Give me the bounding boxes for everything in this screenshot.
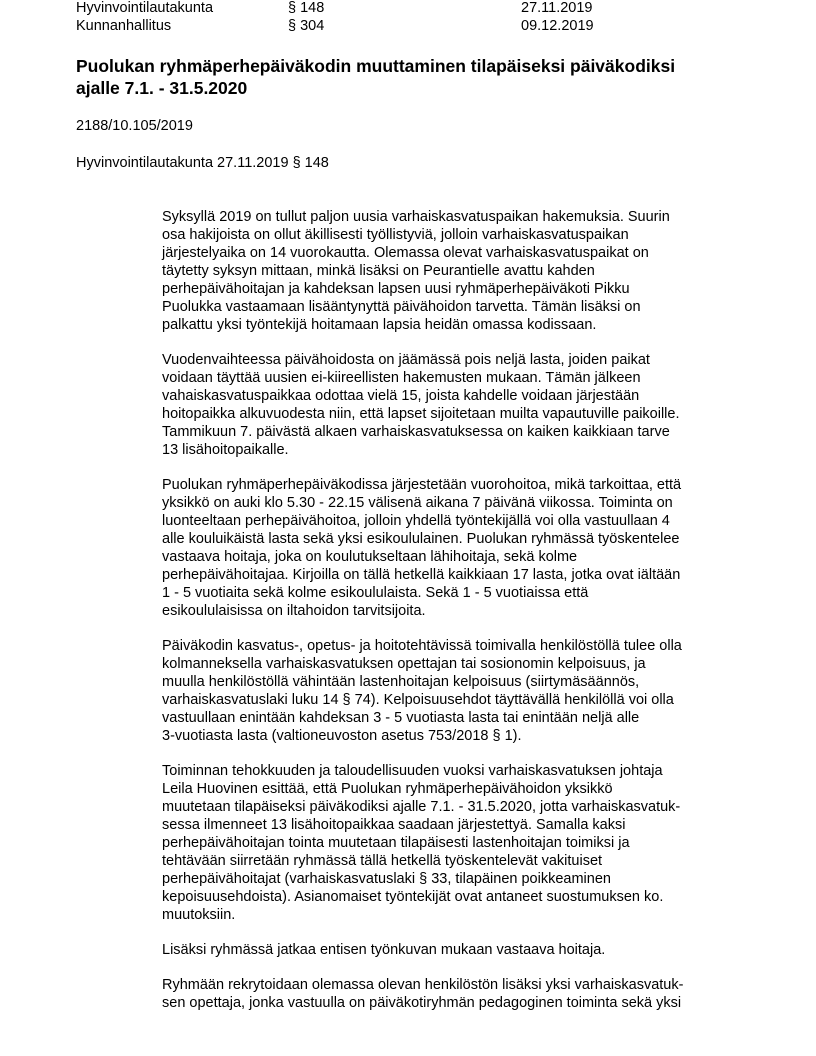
paragraph-line: yksikkö on auki klo 5.30 - 22.15 välisenä aikana 7 päivänä viikossa. Toiminta on [162,495,673,511]
header-date: 09.12.2019 [521,18,594,34]
header-body-name: Kunnanhallitus [76,18,172,34]
body-paragraph [162,941,752,959]
paragraph-line: perhepäivähoitajaa. Kirjoilla on tällä hetkellä kaikkiaan 17 lasta, jotka ovat iältään [162,567,681,583]
paragraph-line: osa hakijoista on ollut äkillisesti työllistyviä, jolloin varhaiskasvatuspaikan [162,227,629,243]
paragraph-line: kolmanneksella varhaiskasvatuksen opettajan tai sosionomin kelpoisuus, ja [162,656,646,672]
paragraph-line: hoitopaikka alkuvuodesta niin, että lapset sijoitetaan muilta vapautuville paikoille. [162,406,680,422]
header-section: § 304 [288,18,325,34]
paragraph-line: Puolukan ryhmäperhepäiväkodissa järjestetään vuorohoitoa, mikä tarkoittaa, että [162,477,682,493]
paragraph-line: vastuullaan enintään kahdeksan 3 - 5 vuotiasta lasta tai enintään neljä alle [162,710,640,726]
title-line: ajalle 7.1. - 31.5.2020 [76,78,248,98]
paragraph-line: 1 - 5 vuotiaita sekä kolme esikoululaista. Sekä 1 - 5 vuotiaissa että [162,585,589,601]
paragraph-line: Päiväkodin kasvatus-, opetus- ja hoitotehtävissä toimivalla henkilöstöllä tulee olla [162,638,682,654]
paragraph-line: järjestelyaika on 14 vuorokautta. Olemassa olevat varhaiskasvatuspaikat on [162,245,649,261]
paragraph-line: alle kouluikäistä lasta sekä yksi esikoululainen. Puolukan ryhmässä työskentelee [162,531,680,547]
paragraph-line: Toiminnan tehokkuuden ja taloudellisuuden vuoksi varhaiskasvatuksen johtaja [162,763,663,779]
paragraph-line: muutoksiin. [162,907,236,923]
paragraph-line: täytetty syksyn mittaan, minkä lisäksi on Peurantielle avattu kahden [162,263,595,279]
paragraph-line: luonteeltaan perhepäivähoitoa, jolloin yhdellä työntekijällä voi olla vastuullaan 4 [162,513,670,529]
body-paragraph [162,208,752,334]
title-line: Puolukan ryhmäperhepäiväkodin muuttaminen tilapäiseksi päiväkodiksi [76,56,676,76]
paragraph-line: 13 lisähoitopaikalle. [162,442,289,458]
paragraph-line: 3-vuotiasta lasta (valtioneuvoston asetus 753/2018 § 1). [162,728,522,744]
body-paragraph [162,976,752,1012]
paragraph-line: Tammikuun 7. päivästä alkaen varhaiskasvatuksessa on kaiken kaikkiaan tarve [162,424,670,440]
paragraph-line: sen opettaja, jonka vastuulla on päiväkotiryhmän pedagoginen toiminta sekä yksi [162,995,682,1011]
paragraph-line: voidaan täyttää uusien ei-kiireellisten hakemusten mukaan. Tämän jälkeen [162,370,641,386]
paragraph-line: Lisäksi ryhmässä jatkaa entisen työnkuvan mukaan vastaava hoitaja. [162,942,606,958]
reference-number: 2188/10.105/2019 [76,118,193,134]
paragraph-line: perhepäivähoitajan tointa muutetaan tilapäisesti lastenhoitajan toimiksi ja [162,835,630,851]
paragraph-line: muutetaan tilapäiseksi päiväkodiksi ajalle 7.1. - 31.5.2020, jotta varhaiskasvatuk- [162,799,681,815]
body-paragraph [162,351,752,459]
document-title [76,55,756,99]
paragraph-line: Puolukka vastaamaan lisääntynyttä päivähoidon tarvetta. Tämän lisäksi on [162,299,641,315]
paragraph-line: kepoisuusehdoista). Asianomaiset työntekijät ovat antaneet suostumuksen ko. [162,889,664,905]
header-body-name: Hyvinvointilautakunta [76,0,214,16]
paragraph-line: esikoululaisissa on iltahoidon tarvitsijoita. [162,603,426,619]
paragraph-line: sessa ilmenneet 13 lisähoitopaikkaa saadaan järjestettyä. Samalla kaksi [162,817,626,833]
paragraph-line: muulla henkilöstöllä vähintään lastenhoitajan kelpoisuus (siirtymäsäännös, [162,674,640,690]
paragraph-line: perhepäivähoitajan ja kahdeksan lapsen uusi ryhmäperhepäiväkoti Pikku [162,281,630,297]
body-paragraph [162,762,752,924]
paragraph-line: tehtävään siirretään ryhmässä tällä hetkellä työskentelevät vakituiset [162,853,603,869]
header-date: 27.11.2019 [521,0,593,16]
meeting-line: Hyvinvointilautakunta 27.11.2019 § 148 [76,155,329,171]
paragraph-line: vahaiskasvatuspaikkaa odottaa vielä 15, joista kahdelle voidaan järjestään [162,388,640,404]
paragraph-line: Leila Huovinen esittää, että Puolukan ryhmäperhepäivähoidon yksikkö [162,781,613,797]
paragraph-line: vastaava hoitaja, joka on koulutukseltaan lähihoitaja, sekä kolme [162,549,578,565]
paragraph-line: Syksyllä 2019 on tullut paljon uusia varhaiskasvatuspaikan hakemuksia. Suurin [162,209,670,225]
body-paragraph [162,476,752,620]
paragraph-line: Vuodenvaihteessa päivähoidosta on jäämässä pois neljä lasta, joiden paikat [162,352,650,368]
paragraph-line: varhaiskasvatuslaki luku 14 § 74). Kelpoisuusehdot täyttävällä henkilöllä voi olla [162,692,674,708]
body-paragraph [162,637,752,745]
paragraph-line: Ryhmään rekrytoidaan olemassa olevan henkilöstön lisäksi yksi varhaiskasvatuk- [162,977,684,993]
header-section: § 148 [288,0,325,16]
document-body [162,208,752,1029]
paragraph-line: palkattu yksi työntekijä hoitamaan lapsia heidän omassa kodissaan. [162,317,597,333]
paragraph-line: perhepäivähoitajat (varhaiskasvatuslaki § 33, tilapäinen poikkeaminen [162,871,611,887]
